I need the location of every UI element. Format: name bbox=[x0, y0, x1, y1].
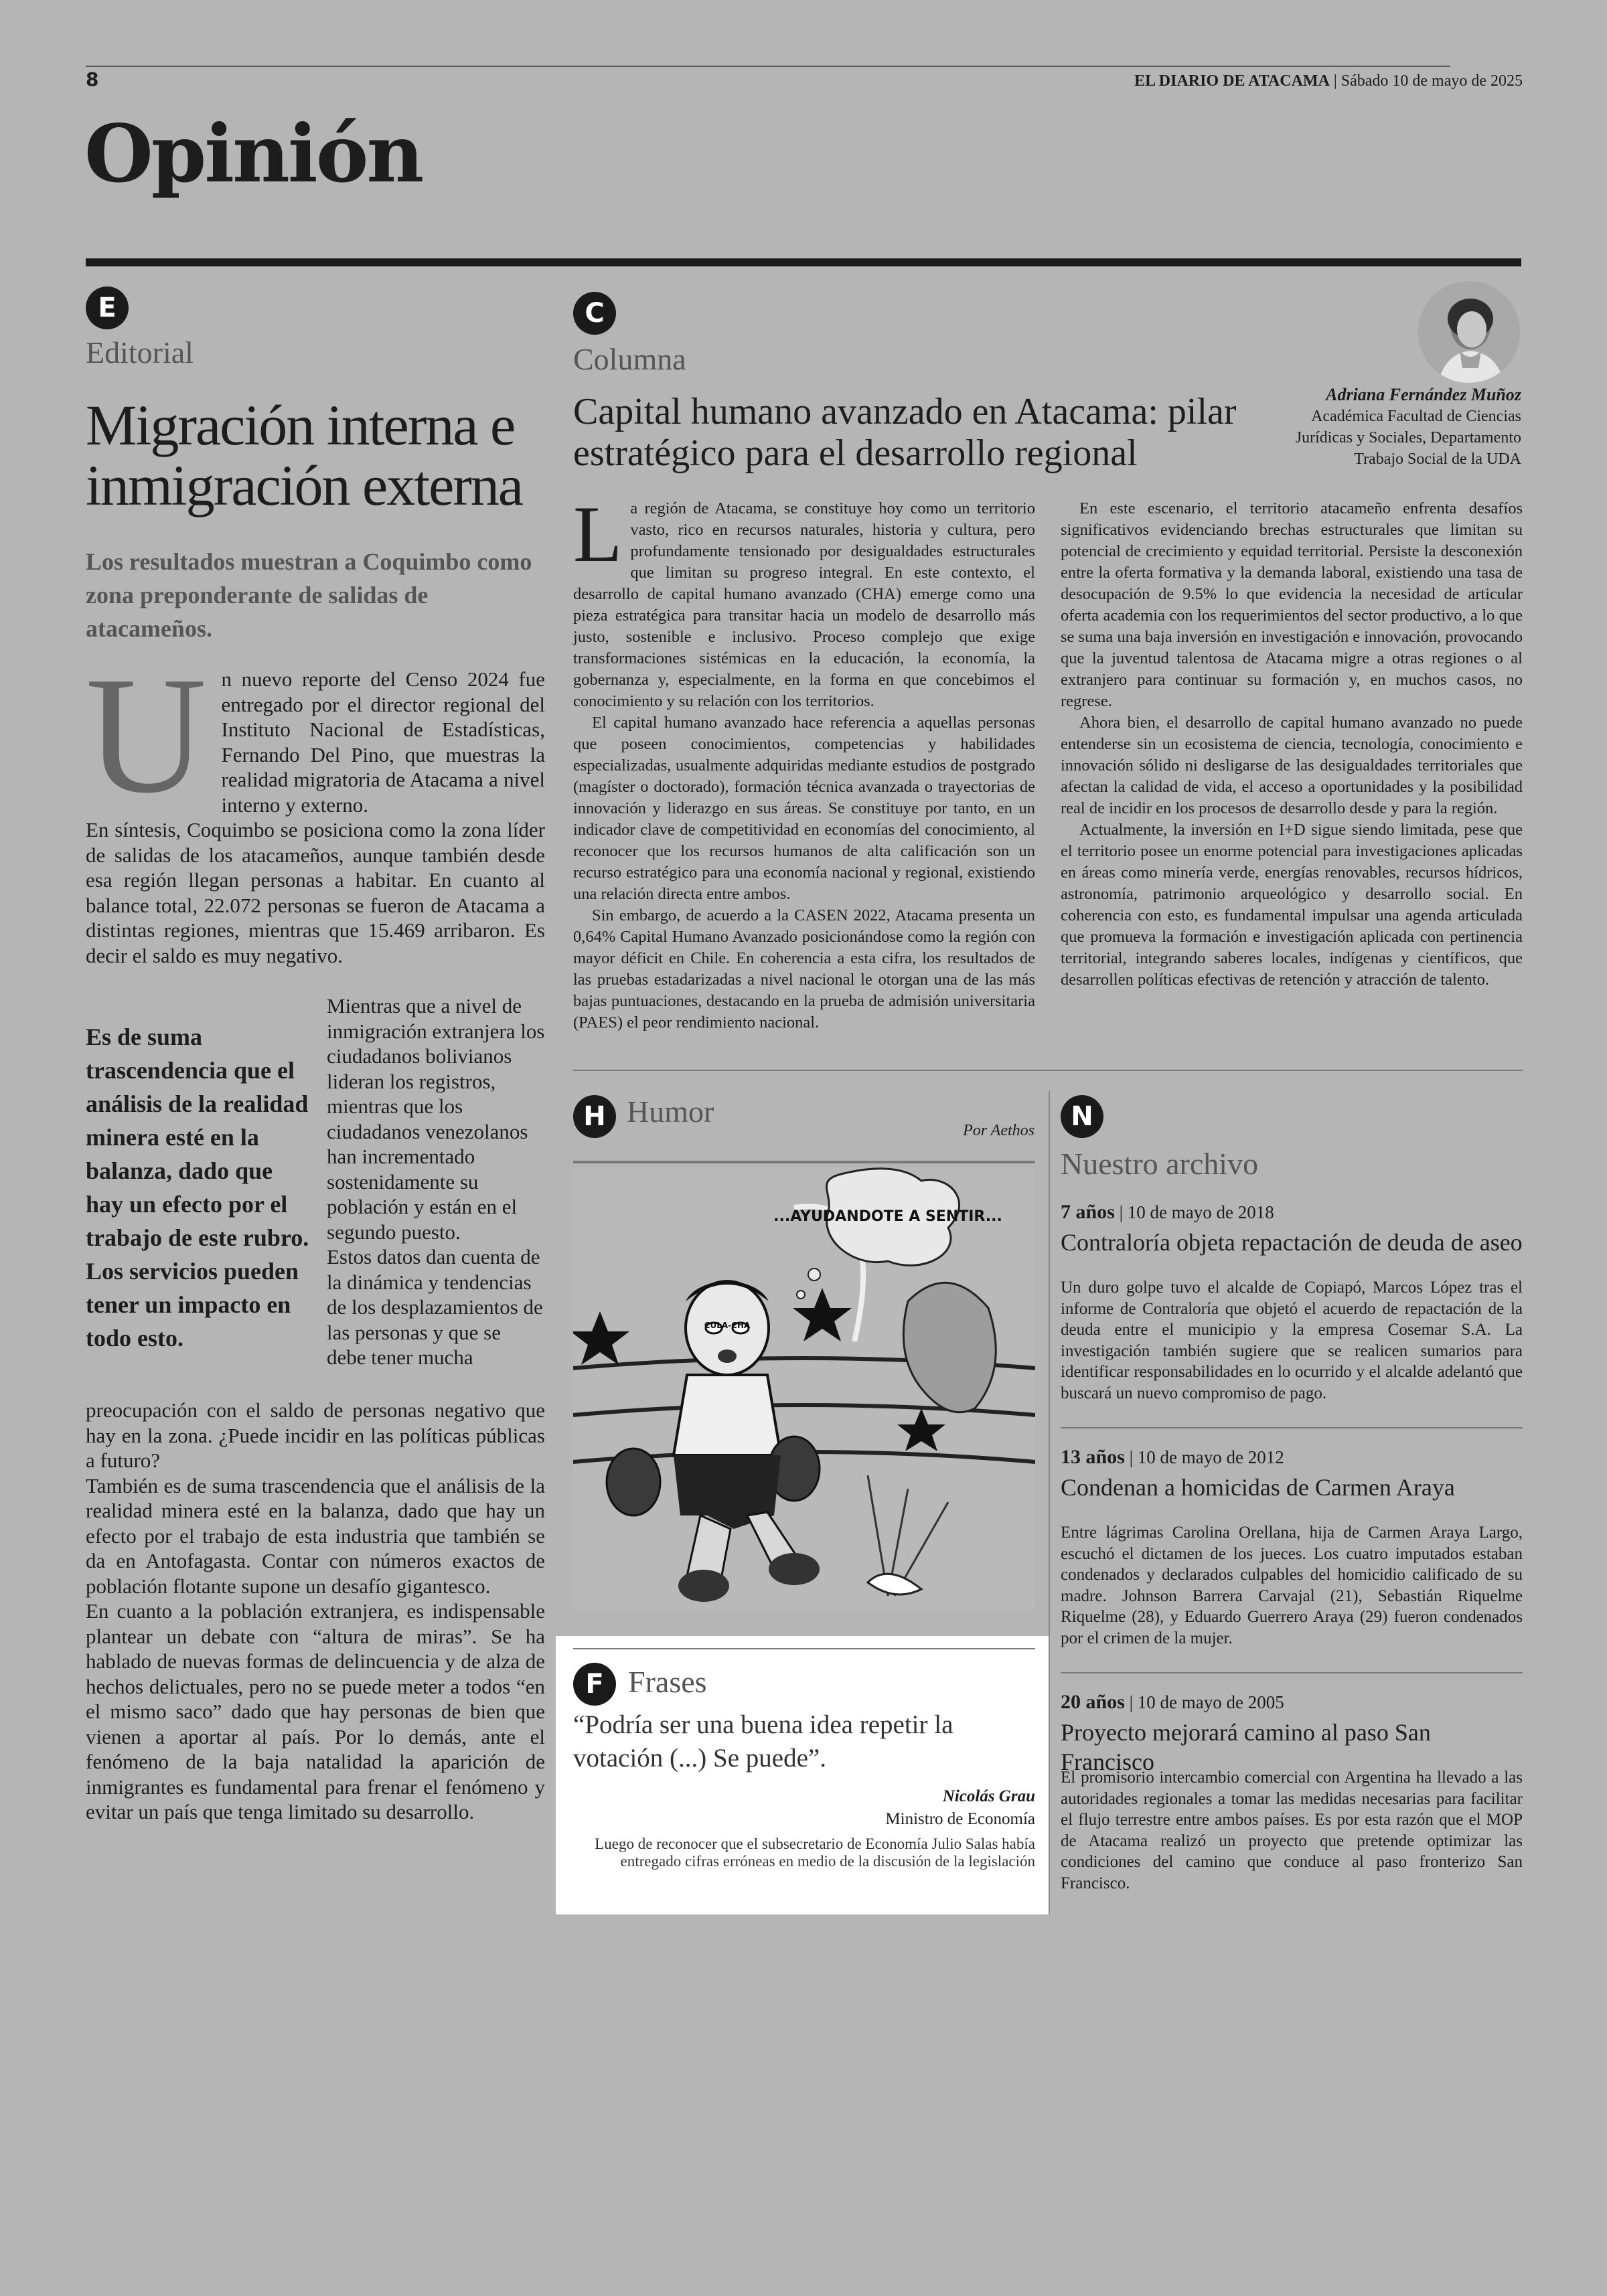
frases-name: Nicolás Grau bbox=[942, 1787, 1035, 1805]
frases-note: Luego de reconocer que el subsecretario de Economía Julio Salas había entregado cifras erróneas en medio de la discusión de la legislación bbox=[595, 1835, 1035, 1870]
frases-badge: F bbox=[573, 1663, 616, 1706]
paragraph: Sin embargo, de acuerdo a la CASEN 2022, Atacama presenta un 0,64% Capital Humano Avanzado posicionándose como la región con mayor déficit en Chile. En coherencia a esta cifra, los resultados de las pruebas estadarizadas a nivel nacional le otorgan una de las más bajas puntuaciones, destacando en la prueba de admisión universitaria (PAES) el peor rendimiento nacional. bbox=[573, 906, 1035, 1032]
author-photo-icon bbox=[1418, 281, 1520, 383]
editorial-subhead: Los resultados muestran a Coquimbo como zona preponderante de salidas de atacameños. bbox=[86, 548, 532, 642]
archivo-kicker: Nuestro archivo bbox=[1061, 1147, 1259, 1181]
section-rule bbox=[86, 258, 1521, 266]
archivo-rule bbox=[1061, 1672, 1523, 1673]
paragraph: Mientras que a nivel de inmigración extranjera los ciudadanos bolivianos lideran los registros, mientras que los ciudadanos venezolanos han incrementado sostenidamente su población y están en el segundo puesto. bbox=[327, 994, 545, 1244]
archivo-item-years: 7 años bbox=[1061, 1201, 1115, 1223]
paragraph: El capital humano avanzado hace referencia a aquellas personas que poseen conocimientos, competencias y habilidades especializadas, usualmente adquiridas mediante estudios de postgrado (magíster o doctorado), formación técnica avanzada o trayectorias de innovación y liderazgo en sus áreas. Se constituye por tanto, en un indicador clave de competitividad en economías del conocimiento, al reconocer que los recursos humanos de alta calificación son un recurso estratégico para una economía nacional y regional, existiendo una relación directa entre ambos. bbox=[573, 714, 1035, 903]
humor-kicker: Humor bbox=[627, 1094, 714, 1129]
column-kicker: Columna bbox=[573, 342, 686, 376]
paragraph: preocupación con el saldo de personas negativo que hay en la zona. ¿Puede incidir en las políticas públicas a futuro? bbox=[86, 1398, 545, 1472]
column-bottom-rule bbox=[573, 1070, 1523, 1071]
masthead: EL DIARIO DE ATACAMA | Sábado 10 de mayo de 2025 bbox=[1134, 72, 1523, 90]
archivo-rule bbox=[1061, 1427, 1523, 1428]
frases-rule bbox=[573, 1648, 1035, 1649]
masthead-date: Sábado 10 de mayo de 2025 bbox=[1341, 72, 1523, 90]
archivo-item-text: Entre lágrimas Carolina Orellana, hija de Carmen Araya Largo, escuchó el dictamen de los jueces. Los cuatro imputados estaban condenados y declarados culpables del homicidio calificado de su madre. Johnson Barrera Carvajal (21), Sebastián Riquelme Riquelme (28), y Eduardo Guerrero Araya (29) fueron condenados por el crimen de la mujer. bbox=[1061, 1524, 1523, 1647]
editorial-headline: Migración interna e inmigración externa bbox=[86, 393, 523, 517]
paragraph: En este escenario, el territorio atacameño enfrenta desafíos significativos evidenciando brechas estructurales que limitan su potencial de crecimiento y equidad territorial. Persiste la desconexión entre la oferta formativa y la demanda laboral, existiendo una tasa de desocupación de 9.5% lo que evidencia la necesidad de articular oferta academia con los requerimientos del sector productivo, a lo que se suma una baja inversión en investigación e innovación, provocando que la juventud talentosa de Atacama migre a otras regiones o al extranjero para continuar su formación y, en muchos casos, no regrese. bbox=[1061, 499, 1523, 710]
paragraph: En cuanto a la población extranjera, es indispensable plantear un debate con “altura de miras”. Se ha hablado de nuevas formas de delincuencia y de alza de hechos delictuales, pero no se puede meter a todos “en el mismo saco” dado que hay personas de bien que vienen a aportar al país. Por lo demás, ante el fenómeno de la baja natalidad la aparición de inmigrantes es fundamental para frenar el fenómeno y evitar un país que tenga limitado su desarrollo. bbox=[86, 1599, 545, 1823]
humor-rule bbox=[573, 1161, 1035, 1163]
column-badge: C bbox=[573, 292, 616, 335]
archivo-item-years: 20 años bbox=[1061, 1691, 1125, 1713]
archivo-item-date: 20 años | 10 de mayo de 2005 bbox=[1061, 1691, 1284, 1713]
page-number: 8 bbox=[86, 68, 99, 90]
paragraph: Actualmente, la inversión en I+D sigue siendo limitada, pese que el territorio posee un enorme potencial para investigaciones aplicadas en áreas como minería verde, energías renovables, recursos hídricos, astronomía, patrimonio arqueológico y desarrollo social. En coherencia con esto, es fundamental impulsar una agenda articulada que promueva la formación e investigación aplicada con pertinencia territorial, integrando saberes locales, indígenas y científicos, que desarrollen políticas efectivas de retención y atracción de talento. bbox=[1061, 821, 1523, 989]
archivo-item-date-text: 10 de mayo de 2005 bbox=[1137, 1692, 1284, 1712]
author-photo bbox=[1418, 281, 1520, 383]
archivo-item-text: Un duro golpe tuvo el alcalde de Copiapó, Marcos López tras el informe de Contraloría que objetó el acuerdo de repactación de la deuda entre el municipio y la empresa Cosemar S.A. La investigación también sugiere que se realicen sumarios para identificar responsabilidades en lo ocurrido y el alcalde adelantó que buscará un nuevo compromiso de pago. bbox=[1061, 1279, 1523, 1402]
frases-quote: “Podría ser una buena idea repetir la votación (...) Se puede”. bbox=[573, 1710, 953, 1773]
archivo-item-date-text: 10 de mayo de 2012 bbox=[1137, 1447, 1284, 1467]
archivo-item-text: El promisorio intercambio comercial con Argentina ha llevado a las autoridades regionales a tomar las medidas necesarias para facilitar el flujo terrestre entre ambos países. Es por esta razón que el MOP de Atacama realizó un proyecto que pretende optimizar las condiciones del camino que conduce al paso fronterizo San Francisco. bbox=[1061, 1769, 1523, 1892]
humor-cartoon bbox=[573, 1167, 1035, 1609]
paragraph: También es de suma trascendencia que el análisis de la realidad minera esté en la balanza, dado que hay un efecto por el trabajo de esta industria que también se da en Antofagasta. Contar con números exactos de población flotante supone un desafío gigantesco. bbox=[86, 1473, 545, 1598]
author-info bbox=[1267, 384, 1521, 470]
column-dropcap: L bbox=[573, 489, 623, 578]
paragraph: n nuevo reporte del Censo 2024 fue entregado por el director regional del Instituto Nacional de Estadísticas, Fernando Del Pino, que muestras la realidad migratoria de Atacama a nivel interno y externo. bbox=[221, 667, 545, 817]
author-name: Adriana Fernández Muñoz bbox=[1326, 385, 1521, 404]
editorial-badge: E bbox=[86, 286, 129, 329]
author-role: Académica Facultad de Ciencias Jurídicas y Sociales, Departamento Trabajo Social de la UDA bbox=[1295, 408, 1521, 468]
archivo-badge: N bbox=[1061, 1095, 1103, 1138]
column-text-right bbox=[1061, 498, 1523, 991]
archivo-item-headline: Proyecto mejorará camino al paso San Francisco bbox=[1061, 1719, 1431, 1775]
archivo-item-date: 13 años | 10 de mayo de 2012 bbox=[1061, 1446, 1284, 1468]
editorial-pull-quote: Es de suma trascendencia que el análisis de la realidad minera esté en la balanza, dado que hay un efecto por el trabajo de este rubro. Los servicios pueden tener un impacto en todo esto. bbox=[86, 1023, 309, 1351]
humor-byline: Por Aethos bbox=[963, 1122, 1035, 1139]
editorial-body-side bbox=[327, 993, 545, 1370]
archivo-item-headline: Contraloría objeta repactación de deuda de aseo bbox=[1061, 1229, 1523, 1256]
section-title: Opinión bbox=[84, 107, 423, 200]
boxer-cartoon-icon bbox=[573, 1167, 1035, 1609]
vertical-divider bbox=[1049, 1091, 1050, 1914]
paragraph: a región de Atacama, se constituye hoy como un territorio vasto, rico en recursos naturales, historia y cultura, pero profundamente tensionado por desigualdades estructurales que limitan su progreso integral. En este contexto, el desarrollo de capital humano avanzado (CHA) emerge como una pieza estratégica para transitar hacia un modelo de desarrollo más justo, sostenible e inclusivo. Proceso complejo que exige transformaciones sistémicas en la educación, la economía, la gobernanza y, especialmente, en la forma en que concebimos el conocimiento y su relación con los territorios. bbox=[573, 499, 1035, 710]
bubble-line-1: ...AYUDANDOTE A SENTIR... bbox=[773, 1208, 1002, 1225]
editorial-kicker: Editorial bbox=[86, 335, 194, 370]
masthead-name: EL DIARIO DE ATACAMA bbox=[1134, 72, 1330, 90]
humor-badge: H bbox=[573, 1095, 616, 1138]
editorial-body-top bbox=[86, 643, 545, 968]
paragraph: En síntesis, Coquimbo se posiciona como la zona líder de salidas de los atacameños, aunque también desde esa región llegan personas a habitar. En cuanto al balance total, 22.072 personas se fueron de Atacama a distintas regiones, mientras que 15.469 arribaron. Es decir el saldo es muy negativo. bbox=[86, 818, 545, 967]
column-text-left bbox=[573, 489, 1035, 1034]
editorial-dropcap: U bbox=[86, 643, 207, 828]
paragraph: Estos datos dan cuenta de la dinámica y tendencias de los desplazamientos de las personas y que se debe tener mucha bbox=[327, 1245, 543, 1369]
archivo-item-headline: Condenan a homicidas de Carmen Araya bbox=[1061, 1474, 1455, 1501]
archivo-item-date-text: 10 de mayo de 2018 bbox=[1127, 1202, 1274, 1222]
archivo-item-date: 7 años | 10 de mayo de 2018 bbox=[1061, 1201, 1274, 1223]
editorial-body-bottom bbox=[86, 1398, 545, 1825]
shirt-text: CULA-CHA bbox=[704, 1321, 751, 1330]
top-rule bbox=[86, 66, 1450, 67]
paragraph: Ahora bien, el desarrollo de capital humano avanzado no puede entenderse sin un ecosistema de ciencia, tecnología, conocimiento e innovación sólido ni desligarse de las desigualdades territoriales que afectan la calidad de vida, el acceso a oportunidades y la posibilidad real de incidir en los procesos de desarrollo desde y para la región. bbox=[1061, 714, 1523, 817]
frases-kicker: Frases bbox=[628, 1665, 707, 1699]
frases-role: Ministro de Economía bbox=[885, 1810, 1035, 1828]
column-headline: Capital humano avanzado en Atacama: pilar estratégico para el desarrollo regional bbox=[573, 391, 1237, 474]
archivo-item-years: 13 años bbox=[1061, 1446, 1125, 1468]
